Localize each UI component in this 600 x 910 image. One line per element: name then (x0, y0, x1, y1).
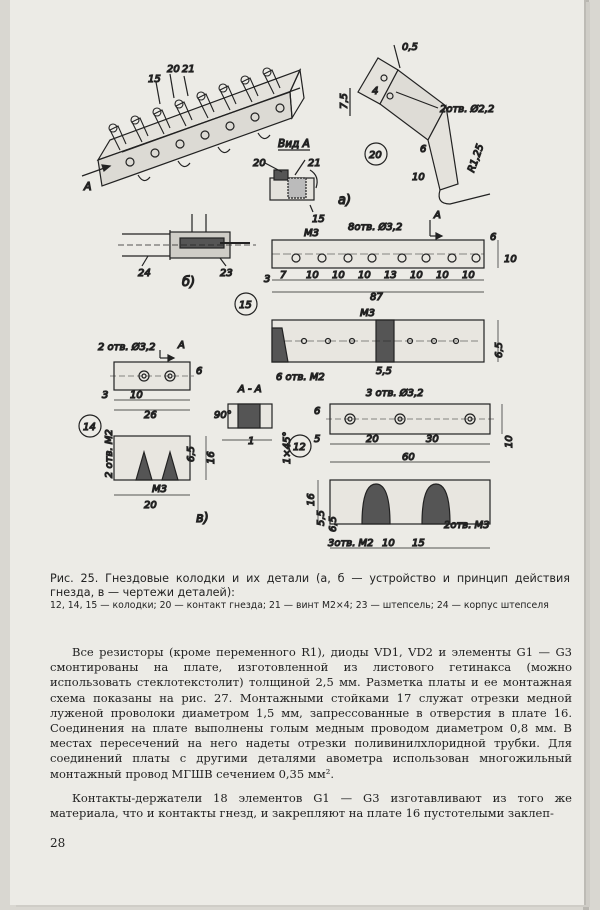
dim-10-bracket: 10 (412, 172, 425, 183)
dim-1x45: 1×45° (282, 431, 293, 464)
dim-0.5: 0,5 (402, 42, 418, 53)
dim-2-holes-2.2: 2отв. Ø2,2 (440, 104, 495, 115)
dim-5.5-side: 5,5 (376, 366, 392, 377)
arrow-a-label: A (84, 180, 92, 193)
label-20: 20 (167, 64, 180, 75)
dim-step: 10 (462, 270, 475, 281)
figure-drawing (10, 0, 584, 565)
dim-3-rail: 3 (264, 274, 271, 285)
part-v-label: в) (196, 511, 209, 526)
page-number: 28 (50, 836, 66, 850)
dim-90-deg: 90° (214, 410, 232, 421)
dim-m3-rail: М3 (304, 228, 319, 239)
dim-10-left: 10 (130, 390, 143, 401)
dim-step: 10 (436, 270, 449, 281)
dim-R1.25: R1,25 (466, 142, 487, 175)
body-text (50, 645, 572, 830)
dim-6.5-center: 6,5 (328, 516, 339, 532)
dim-6.5-side: 6,5 (494, 342, 505, 358)
dim-1: 1 (248, 436, 255, 447)
dim-step: 13 (384, 270, 397, 281)
book-page (10, 0, 584, 905)
paragraph: Все резисторы (кроме переменного R1), диоды VD1, VD2 и элементы G1 — G3 смонтированы на плате, изготовленной из листового гетинакса (можно использовать стеклотекстолит) толщиной 2,5 мм. Разметка платы и ее монтажная схема показаны на рис. 27. Монтажными стойками 17 служат отрезки медной луженой проволоки диаметром 1,5 мм, запрессованные в отверстия в плате 16. Соединения на плате выполнены голым медным проводом диаметром 0,8 мм. В местах пересечений на него надеты отрезки поливинилхлоридной трубки. Для соединений платы с другими деталями авометра использован многожильный монтажный провод МГШВ сечением 0,35 мм². (50, 645, 572, 781)
dim-step: 10 (358, 270, 371, 281)
view-a-title: Вид А (278, 138, 310, 150)
dim-16-left: 16 (206, 451, 217, 464)
paragraph: Контакты-держатели 18 элементов G1 — G3 изготавливают из того же материала, что и контакты гнезд, и закрепляют на плате 16 пустотелыми заклеп- (50, 790, 572, 821)
circle-14: 14 (83, 422, 96, 433)
dim-step: 10 (306, 270, 319, 281)
dim-30-center: 30 (426, 434, 439, 445)
part-a-label: а) (338, 193, 352, 208)
label-21: 21 (182, 64, 195, 75)
dim-16-center: 16 (306, 493, 317, 506)
dim-4: 4 (372, 86, 379, 97)
dim-6-bracket: 6 (420, 144, 427, 155)
dim-7.5: 7,5 (339, 93, 350, 109)
section-mark-a: А (434, 210, 441, 221)
label-23: 23 (220, 268, 233, 279)
dim-6.5-left: 6,5 (186, 446, 197, 462)
dim-6-holes-m2: 6 отв. М2 (276, 372, 325, 383)
section-mark-a-left: А (178, 340, 185, 351)
dim-m3-side: М3 (360, 308, 375, 319)
dim-20-center: 20 (366, 434, 379, 445)
dim-6-center: 6 (314, 406, 321, 417)
circle-15: 15 (239, 300, 252, 311)
dim-3-holes-m2: 3отв. М2 (328, 538, 374, 549)
view-a-21: 21 (308, 158, 321, 169)
dim-26: 26 (144, 410, 157, 421)
section-a-a-title: А - А (238, 384, 262, 395)
plug-drawing (118, 214, 256, 266)
dim-step: 10 (410, 270, 423, 281)
dim-5-center: 5 (314, 434, 321, 445)
dim-m3-left: М3 (152, 484, 167, 495)
dim-3-holes-3.2: 3 отв. Ø3,2 (366, 388, 424, 399)
dim-step: 7 (280, 270, 287, 281)
figure-legend: 12, 14, 15 — колодки; 20 — контакт гнезда; 21 — винт М2×4; 23 — штепсель; 24 — корпус штепселя (50, 600, 549, 611)
socket-block-isometric (82, 68, 304, 186)
dim-10-rail: 10 (504, 254, 517, 265)
view-a-20: 20 (253, 158, 266, 169)
dim-20-left: 20 (144, 500, 157, 511)
dim-2-holes-m2: 2 отв. М2 (104, 429, 115, 478)
block-14-top (110, 350, 194, 410)
figure-caption: Рис. 25. Гнездовые колодки и их детали (а, б — устройство и принцип действия гнезда, в — чертежи деталей): (50, 572, 570, 599)
dim-2-holes-m3: 2отв. М3 (444, 520, 490, 531)
figure-25 (10, 0, 584, 565)
block-15-side (272, 320, 498, 362)
dim-87: 87 (370, 292, 383, 303)
circle-20: 20 (369, 150, 382, 161)
view-a-15: 15 (312, 214, 325, 225)
label-15: 15 (148, 74, 161, 85)
part-b-label: б) (182, 275, 196, 290)
dim-5.5-center: 5,5 (316, 510, 327, 526)
label-24: 24 (138, 268, 151, 279)
dim-2-holes-3.2: 2 отв. Ø3,2 (98, 342, 156, 353)
dim-3-left: 3 (102, 390, 109, 401)
dim-6-rail: 6 (490, 232, 497, 243)
dim-step: 10 (332, 270, 345, 281)
dim-10-bottom: 10 (382, 538, 395, 549)
circle-12: 12 (293, 442, 306, 453)
dim-8-holes: 8отв. Ø3,2 (348, 222, 403, 233)
dim-15-bottom: 15 (412, 538, 425, 549)
dim-10-center: 10 (504, 435, 515, 448)
dim-60: 60 (402, 452, 415, 463)
dim-6-left: 6 (196, 366, 203, 377)
